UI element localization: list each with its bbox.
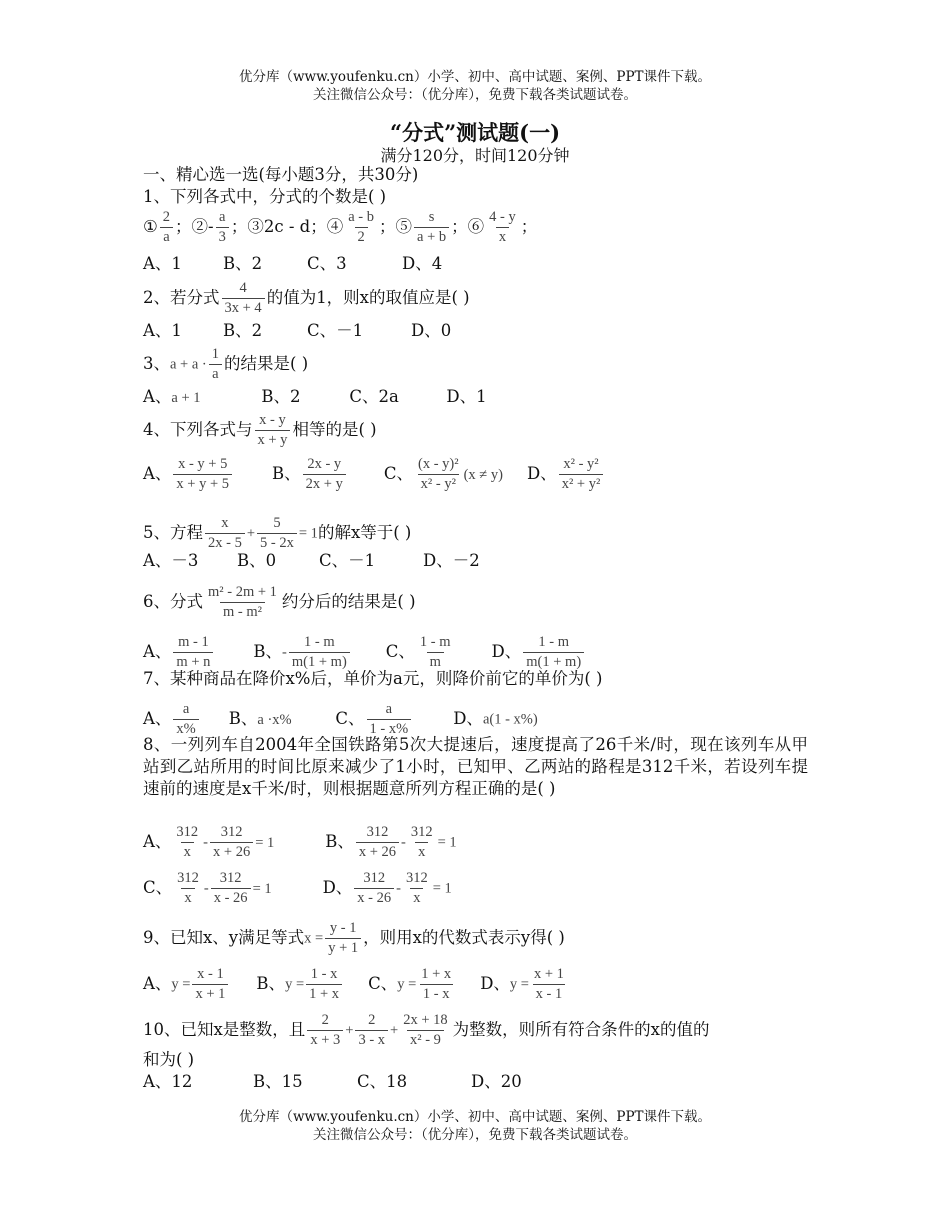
fraction <box>355 1012 388 1049</box>
denominator: x <box>410 888 423 907</box>
denominator: a + b <box>414 227 449 246</box>
text-segment: B、 <box>228 709 258 728</box>
option-b: B、2 <box>261 387 301 406</box>
fraction <box>211 870 251 907</box>
denominator: a <box>209 364 221 383</box>
option-b: B、15 <box>253 1072 303 1091</box>
denominator: x <box>181 888 194 907</box>
math-expression: a + a · <box>170 356 207 373</box>
denominator: 3 <box>216 227 229 246</box>
math-expression: - <box>401 834 406 851</box>
math-expression: - <box>282 644 287 661</box>
denominator: 5 - 2x <box>257 533 297 552</box>
denominator: 2 <box>355 227 368 246</box>
question-5-stem <box>143 515 411 552</box>
option-a <box>173 701 198 738</box>
numerator: 1 + x <box>421 966 452 982</box>
numerator: 312 <box>366 824 389 840</box>
option-b <box>306 966 342 1003</box>
denominator: m + n <box>173 652 213 671</box>
numerator: 312 <box>177 870 199 886</box>
denominator: 1 - x% <box>367 719 412 738</box>
text-segment: 9、已知x、y满足等式 <box>143 928 305 947</box>
numerator: x - y <box>259 412 286 428</box>
denominator: x² - 9 <box>407 1030 444 1049</box>
text-segment: 6、分式 <box>143 592 203 611</box>
option-b: B、0 <box>237 551 277 570</box>
denominator: x² - y² <box>418 474 459 493</box>
text-segment: A、 <box>143 832 172 851</box>
question-5-options <box>143 550 480 572</box>
denominator: a <box>160 227 172 246</box>
text-segment: 10、已知x是整数，且 <box>143 1020 306 1039</box>
text-segment: ；⑥ <box>451 217 485 236</box>
denominator: 1 - x <box>420 984 453 1003</box>
text-segment: A、 <box>143 642 172 661</box>
section-heading: 一、精心选一选(每小题3分，共30分) <box>143 165 419 184</box>
numerator: 312 <box>363 870 386 886</box>
option-a-label: A、 <box>143 387 172 406</box>
text-segment: B、 <box>253 642 283 661</box>
option-a <box>173 634 213 671</box>
denominator: x + 26 <box>356 842 399 861</box>
option-a <box>192 966 228 1003</box>
option-c <box>418 966 454 1003</box>
math-expression: = 1 <box>255 834 275 851</box>
question-10-stem <box>143 1012 709 1049</box>
option-c <box>174 870 202 907</box>
denominator: x + y <box>255 430 291 449</box>
option-c: C、2a <box>349 387 399 406</box>
option-c <box>417 634 454 671</box>
text-segment: 的值为1，则x的取值应是( ) <box>266 288 470 307</box>
denominator: x² + y² <box>559 474 604 493</box>
numerator: a <box>219 209 226 225</box>
numerator: 5 <box>273 515 281 531</box>
numerator: 1 - m <box>538 634 569 650</box>
text-segment: ； <box>520 217 538 236</box>
text-segment: ① <box>143 217 158 236</box>
text-segment: D、 <box>480 974 510 993</box>
fraction <box>345 209 377 246</box>
option-d: D、20 <box>471 1072 522 1091</box>
text-segment: C、 <box>383 464 413 483</box>
option-a: A、1 <box>143 321 182 340</box>
numerator: x <box>221 515 229 531</box>
text-segment: ；⑤ <box>379 217 413 236</box>
text-segment: A、 <box>143 709 172 728</box>
option-d <box>354 870 394 907</box>
denominator: x <box>496 227 509 246</box>
math-expression: - <box>396 880 401 897</box>
denominator: m(1 + m) <box>523 652 584 671</box>
option-a <box>173 824 201 861</box>
question-8-options-row-1 <box>143 824 457 861</box>
math-expression: - <box>203 834 209 851</box>
option-b <box>303 456 346 493</box>
question-7-stem: 7、某种商品在降价x%后，单价为a元，则降价前它的单价为( ) <box>143 669 603 688</box>
denominator: 2x + y <box>303 474 346 493</box>
text-segment: 5、方程 <box>143 523 203 542</box>
numerator: 2 <box>321 1012 329 1028</box>
denominator: m(1 + m) <box>289 652 350 671</box>
option-d: D、0 <box>411 321 452 340</box>
text-segment: 3、 <box>143 354 170 373</box>
numerator: m - 1 <box>178 634 209 650</box>
option-c: C、18 <box>357 1072 408 1091</box>
text-segment: ；③2c - d；④ <box>230 217 344 236</box>
math-expression: (x ≠ y) <box>463 466 503 483</box>
fraction <box>216 209 229 246</box>
header-line-2: 关注微信公众号：（优分库），免费下载各类试题试卷。 <box>313 87 637 103</box>
option-a: A、－3 <box>143 551 199 570</box>
denominator: x% <box>173 719 198 738</box>
denominator: x <box>181 842 194 861</box>
question-2-stem <box>143 280 470 317</box>
math-expression: y = <box>285 976 305 993</box>
numerator: 312 <box>176 824 199 840</box>
option-b <box>289 634 350 671</box>
fraction <box>210 824 253 861</box>
footer-line-2: 关注微信公众号：（优分库），免费下载各类试题试卷。 <box>313 1127 637 1143</box>
question-1-expressions <box>143 209 537 246</box>
text-segment: 2、若分式 <box>143 288 220 307</box>
denominator: x + 1 <box>192 984 228 1003</box>
denominator: m <box>427 652 444 671</box>
question-7-options <box>143 701 538 738</box>
question-1-stem: 1、下列各式中，分式的个数是( ) <box>143 187 387 206</box>
numerator: y - 1 <box>329 920 357 936</box>
numerator: 312 <box>220 824 243 840</box>
math-expression: + <box>345 1022 354 1039</box>
numerator: 1 - m <box>419 634 451 650</box>
denominator: x - 1 <box>533 984 566 1003</box>
page-title: “分式”测试题(一) <box>389 120 561 145</box>
fraction <box>160 209 173 246</box>
math-expression: = 1 <box>437 834 457 851</box>
text-segment: D、 <box>526 464 557 483</box>
text-segment: D、 <box>491 642 522 661</box>
option-d <box>559 456 604 493</box>
numerator: 4 <box>239 280 247 296</box>
question-3-options <box>143 386 487 409</box>
option-d <box>531 966 567 1003</box>
option-b: B、2 <box>223 254 263 273</box>
math-expression: y = <box>509 976 529 993</box>
math-expression: y = <box>171 976 191 993</box>
numerator: 2 <box>162 209 171 225</box>
text-segment: B、 <box>325 832 354 851</box>
text-segment: D、 <box>322 878 353 897</box>
fraction <box>400 1012 450 1049</box>
numerator: 2 <box>368 1012 376 1028</box>
question-10-stem-line-2: 和为( ) <box>143 1050 195 1069</box>
denominator: 2x - 5 <box>205 533 245 552</box>
fraction <box>257 515 297 552</box>
text-segment: D、 <box>453 709 483 728</box>
option-d: D、－2 <box>423 551 480 570</box>
text-segment: ，则用x的代数式表示y得( ) <box>363 928 565 947</box>
header-line-1: 优分库（www.youfenku.cn）小学、初中、高中试题、案例、PPT课件下载。 <box>238 69 712 85</box>
numerator: 1 - m <box>304 634 335 650</box>
denominator: 3 - x <box>355 1030 388 1049</box>
option-c: C、－1 <box>307 321 364 340</box>
option-a: A、12 <box>143 1072 193 1091</box>
option-c: C、－1 <box>319 551 376 570</box>
fraction <box>486 209 519 246</box>
fraction <box>205 584 280 621</box>
denominator: x <box>415 842 428 861</box>
question-2-options <box>143 320 451 342</box>
math-expression: x = <box>304 930 324 947</box>
text-segment: C、 <box>368 974 398 993</box>
fraction <box>205 515 245 552</box>
question-9-options <box>143 966 569 1003</box>
numerator: 312 <box>410 824 433 840</box>
numerator: x² - y² <box>563 456 599 472</box>
math-expression: y = <box>397 976 417 993</box>
text-segment: A、 <box>143 464 172 483</box>
text-segment: B、 <box>272 464 301 483</box>
math-expression: - <box>203 880 209 897</box>
option-d: D、1 <box>446 387 487 406</box>
denominator: m - m² <box>220 602 265 621</box>
numerator: 312 <box>405 870 428 886</box>
numerator: 2x - y <box>307 456 342 472</box>
option-b <box>356 824 399 861</box>
option-d: D、4 <box>402 254 443 273</box>
denominator: 3x + 4 <box>222 298 265 317</box>
denominator: x - 26 <box>211 888 251 907</box>
option-a: a + 1 <box>171 389 201 406</box>
question-10-options <box>143 1071 522 1093</box>
fraction <box>255 412 291 449</box>
fraction <box>209 346 222 383</box>
denominator: x - 26 <box>354 888 394 907</box>
fraction <box>325 920 361 957</box>
footer-line-1: 优分库（www.youfenku.cn）小学、初中、高中试题、案例、PPT课件下载。 <box>238 1109 712 1125</box>
math-expression: + <box>246 525 256 542</box>
math-expression: = 1 <box>432 880 452 897</box>
denominator: x + 26 <box>210 842 253 861</box>
math-expression: + <box>390 1022 399 1039</box>
text-segment: 的解x等于( ) <box>317 523 412 542</box>
denominator: x + 3 <box>307 1030 343 1049</box>
numerator: 1 <box>211 346 220 362</box>
fraction <box>307 1012 343 1049</box>
page-subtitle: 满分120分，时间120分钟 <box>380 146 570 165</box>
question-4-options <box>143 456 605 493</box>
option-b: a ·x% <box>257 711 292 728</box>
option-d <box>523 634 584 671</box>
fraction <box>403 870 431 907</box>
numerator: a - b <box>348 209 375 225</box>
text-segment: 约分后的结果是( ) <box>281 592 416 611</box>
text-segment: 的结果是( ) <box>224 354 309 373</box>
numerator: x - 1 <box>197 966 224 982</box>
option-c <box>367 701 412 738</box>
fraction <box>408 824 436 861</box>
numerator: s <box>428 209 435 225</box>
question-4-stem <box>143 412 377 449</box>
option-c <box>415 456 462 493</box>
question-3-stem <box>143 346 308 383</box>
text-segment: C、 <box>385 642 415 661</box>
fraction <box>222 280 265 317</box>
numerator: 4 - y <box>489 209 516 225</box>
option-c: C、3 <box>307 254 347 273</box>
numerator: 1 - x <box>310 966 338 982</box>
text-segment: A、 <box>143 974 172 993</box>
denominator: x + y + 5 <box>173 474 232 493</box>
question-6-options <box>143 634 586 671</box>
numerator: 2x + 18 <box>403 1012 448 1028</box>
option-d: a(1 - x%) <box>482 711 538 728</box>
question-1-options <box>143 253 442 275</box>
numerator: x - y + 5 <box>178 456 228 472</box>
option-a: A、1 <box>143 254 182 273</box>
math-expression: = 1 <box>252 880 272 897</box>
numerator: a <box>182 701 190 717</box>
option-a <box>173 456 232 493</box>
math-expression: = 1 <box>298 525 318 542</box>
text-segment: ；②- <box>175 217 214 236</box>
numerator: m² - 2m + 1 <box>208 584 277 600</box>
text-segment: C、 <box>143 878 173 897</box>
numerator: x + 1 <box>533 966 564 982</box>
option-b: B、2 <box>223 321 263 340</box>
denominator: 1 + x <box>306 984 342 1003</box>
question-6-stem <box>143 584 416 621</box>
numerator: 312 <box>219 870 242 886</box>
question-8-options-row-2 <box>143 870 452 907</box>
fraction <box>414 209 449 246</box>
question-8-stem: 8、一列列车自2004年全国铁路第5次大提速后，速度提高了26千米/时，现在该列车从甲站到乙站所用的时间比原来减少了1小时，已知甲、乙两站的路程是312千米，若设列车提速前的速度是x千米/时，则根据题意所列方程正确的是( ) <box>143 735 808 798</box>
denominator: y + 1 <box>325 938 361 957</box>
question-9-stem <box>143 920 565 957</box>
text-segment: 相等的是( ) <box>292 420 377 439</box>
text-segment: C、 <box>335 709 365 728</box>
text-segment: B、 <box>256 974 286 993</box>
numerator: (x - y)² <box>417 456 459 472</box>
numerator: a <box>385 701 393 717</box>
text-segment: 4、下列各式与 <box>143 420 253 439</box>
text-segment: 为整数，则所有符合条件的x的值的 <box>452 1020 710 1039</box>
